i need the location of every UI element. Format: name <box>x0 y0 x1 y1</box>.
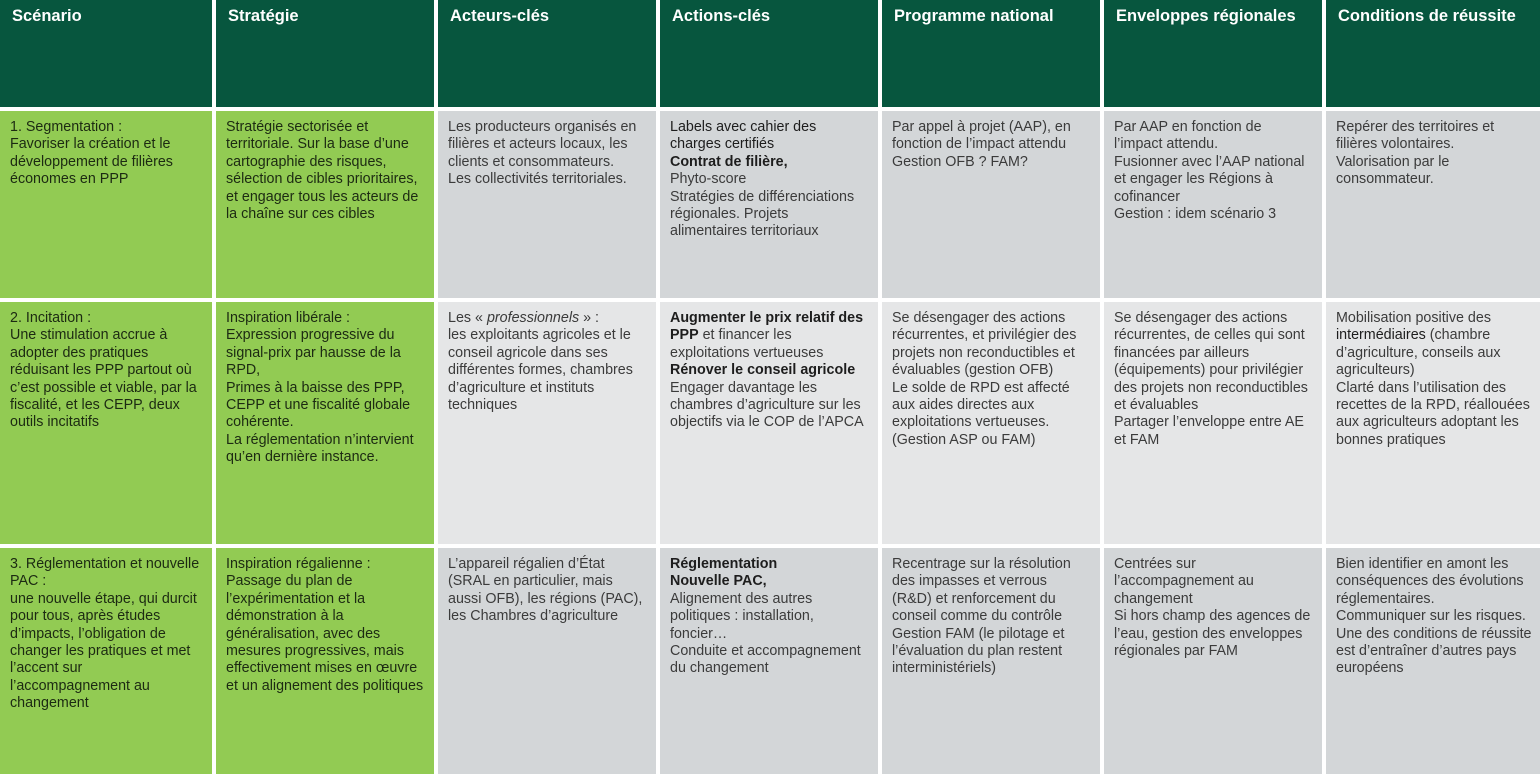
row1-acteurs-line2: Les collectivités territoriales. <box>448 171 627 188</box>
row1-conditions-line1: Repérer des territoires et filières volontaires. <box>1336 119 1495 153</box>
row2-enveloppes-cell <box>1104 302 1322 544</box>
row2-conditions-mobilisation: Mobilisation positive des <box>1336 310 1491 326</box>
row1-actions-labels: Labels avec cahier des charges certifiés <box>670 119 817 153</box>
row3-conditions-line2: Communiquer sur les risques. <box>1336 608 1526 625</box>
row1-strategie-text: Stratégie sectorisée et territoriale. Sur la base d’une cartographie des risques, sélection de cibles prioritaires, et engager tous les acteurs de la chaîne sur ces cibles <box>226 119 419 223</box>
row1-scenario-cell <box>0 111 212 298</box>
row1-enveloppes-line3: Gestion : idem scénario 3 <box>1114 206 1277 223</box>
row1-programme-line2: Gestion OFB ? FAM? <box>892 153 1028 170</box>
header-strategie: Stratégie <box>216 0 434 107</box>
row2-enveloppes-line2: Partager l’enveloppe entre AE et FAM <box>1114 414 1304 448</box>
header-conditions: Conditions de réussite <box>1326 0 1540 107</box>
row2-actions-renover: Rénover le conseil agricole <box>670 362 856 379</box>
row3-conditions-line1: Bien identifier en amont les conséquences des évolutions réglementaires. <box>1336 556 1524 607</box>
row2-programme-cell <box>882 302 1100 544</box>
row3-programme-line1: Recentrage sur la résolution des impasses et verrous (R&D) et renforcement du conseil comme du contrôle <box>892 556 1071 625</box>
row3-enveloppes-cell <box>1104 548 1322 774</box>
row2-acteurs-line2: les exploitants agricoles et le conseil agricole dans ses différentes formes, chambres d’agriculture et instituts techniques <box>448 327 633 414</box>
row1-actions-phyto: Phyto-score <box>670 171 747 188</box>
row2-conditions-cell <box>1326 302 1540 544</box>
row1-actions-contrat: Contrat de filière, <box>670 153 788 170</box>
row2-scenario-text: Une stimulation accrue à adopter des pratiques réduisant les PPP partout où c’est possible et viable, par la fiscalité, et les CEPP, deux outils incitatifs <box>10 327 197 431</box>
row1-actions-strategies: Stratégies de différenciations régionales. Projets alimentaires territoriaux <box>670 188 855 240</box>
row2-strategie-line2: Expression progressive du signal-prix par hausse de la RPD, <box>226 327 401 379</box>
row3-programme-line2: Gestion FAM (le pilotage et l’évaluation du plan restent interministériels) <box>892 625 1065 677</box>
row1-actions-cell <box>660 111 878 298</box>
row1-enveloppes-cell <box>1104 111 1322 298</box>
row1-conditions-cell <box>1326 111 1540 298</box>
row1-programme-cell <box>882 111 1100 298</box>
row3-programme-cell <box>882 548 1100 774</box>
row1-scenario-text: Favoriser la création et le développement de filières économes en PPP <box>10 136 173 188</box>
row2-strategie-line4: La réglementation n’intervient qu’en dernière instance. <box>226 431 414 466</box>
header-enveloppes: Enveloppes régionales <box>1104 0 1322 107</box>
row3-enveloppes-line2: Si hors champ des agences de l’eau, gestion des enveloppes régionales par FAM <box>1114 608 1311 660</box>
row2-strategie-cell <box>216 302 434 544</box>
row3-actions-conduite: Conduite et accompagnement du changement <box>670 643 861 677</box>
row2-strategie-line1: Inspiration libérale : <box>226 310 350 326</box>
row3-strategie-cell <box>216 548 434 774</box>
row2-actions-line1 <box>670 310 868 362</box>
row2-acteurs-line1 <box>448 310 646 327</box>
row1-enveloppes-line2: Fusionner avec l’AAP national et engager les Régions à cofinancer <box>1114 153 1305 205</box>
row3-acteurs-cell <box>438 548 656 774</box>
row2-strategie-line3: Primes à la baisse des PPP, CEPP et une fiscalité globale cohérente. <box>226 379 411 431</box>
row2-actions-augmenter: Augmenter le prix relatif des PPP <box>670 310 864 344</box>
row2-acteurs-professionnels: professionnels <box>486 310 580 326</box>
row2-conditions-chambre: (chambre d’agriculture, conseils aux agriculteurs) <box>1336 327 1501 379</box>
row3-actions-reglementation: Réglementation <box>670 556 778 572</box>
row3-strategie-line2: Passage du plan de l’expérimentation et la démonstration à la généralisation, avec des mesures progressives, mais effectivement mises en œuvre et un alignement des politiques <box>226 573 424 694</box>
row1-strategie-cell <box>216 111 434 298</box>
row1-acteurs-cell <box>438 111 656 298</box>
row2-actions-cell <box>660 302 878 544</box>
row2-programme-line2: Le solde de RPD est affecté aux aides directes aux exploitations vertueuses. (Gestion ASP ou FAM) <box>892 379 1070 448</box>
header-acteurs: Acteurs-clés <box>438 0 656 107</box>
row3-conditions-cell <box>1326 548 1540 774</box>
row3-scenario-title: 3. Réglementation et nouvelle PAC : <box>10 556 200 590</box>
row2-conditions-intermediaires: intermédiaires <box>1336 327 1426 344</box>
row2-scenario-cell <box>0 302 212 544</box>
row2-enveloppes-line1: Se désengager des actions récurrentes, de celles qui sont financées par ailleurs (équipements) pour privilégier des projets non reconductibles et évaluables <box>1114 310 1308 414</box>
row2-conditions-line2: Clarté dans l’utilisation des recettes de la RPD, réallouées aux agriculteurs adoptant les bonnes pratiques <box>1336 379 1530 448</box>
row1-programme-line1: Par appel à projet (AAP), en fonction de l’impact attendu <box>892 119 1071 153</box>
row2-programme-line1: Se désengager des actions récurrentes, et privilégier des projets non reconductibles et évaluables (gestion OFB) <box>892 310 1077 379</box>
row2-conditions-line1 <box>1336 310 1534 380</box>
row1-scenario-title: 1. Segmentation : <box>10 119 123 135</box>
row1-acteurs-line1: Les producteurs organisés en filières et acteurs locaux, les clients et consommateurs. <box>448 119 637 170</box>
row2-actions-financer: et financer les exploitations vertueuses <box>670 327 824 361</box>
row3-actions-pac: Nouvelle PAC, <box>670 573 767 590</box>
row3-actions-alignement: Alignement des autres politiques : installation, foncier… <box>670 590 814 642</box>
row2-scenario-title: 2. Incitation : <box>10 310 92 326</box>
row1-enveloppes-line1: Par AAP en fonction de l’impact attendu. <box>1114 119 1262 153</box>
row3-acteurs-line1: L’appareil régalien d’État (SRAL en particulier, mais aussi OFB), les régions (PAC), les Chambres d’agriculture <box>448 556 643 625</box>
header-programme: Programme national <box>882 0 1100 107</box>
row3-scenario-cell <box>0 548 212 774</box>
row1-conditions-line2: Valorisation par le consommateur. <box>1336 153 1450 188</box>
row3-actions-cell <box>660 548 878 774</box>
row3-enveloppes-line1: Centrées sur l’accompagnement au changement <box>1114 556 1254 607</box>
row2-actions-engager: Engager davantage les chambres d’agriculture sur les objectifs via le COP de l’APCA <box>670 379 864 431</box>
header-scenario: Scénario <box>0 0 212 107</box>
row3-scenario-text: une nouvelle étape, qui durcit pour tous, après études d’impacts, l’obligation de changer les pratiques et met l’accent sur l’accompagnement au changement <box>10 590 197 712</box>
header-actions: Actions-clés <box>660 0 878 107</box>
row2-acteurs-prefix: Les « <box>448 310 487 326</box>
row2-acteurs-suffix: » : <box>579 310 600 326</box>
row3-conditions-line3: Une des conditions de réussite est d’entraîner d’autres pays européens <box>1336 625 1532 677</box>
row3-strategie-line1: Inspiration régalienne : <box>226 556 371 572</box>
row2-acteurs-cell <box>438 302 656 544</box>
